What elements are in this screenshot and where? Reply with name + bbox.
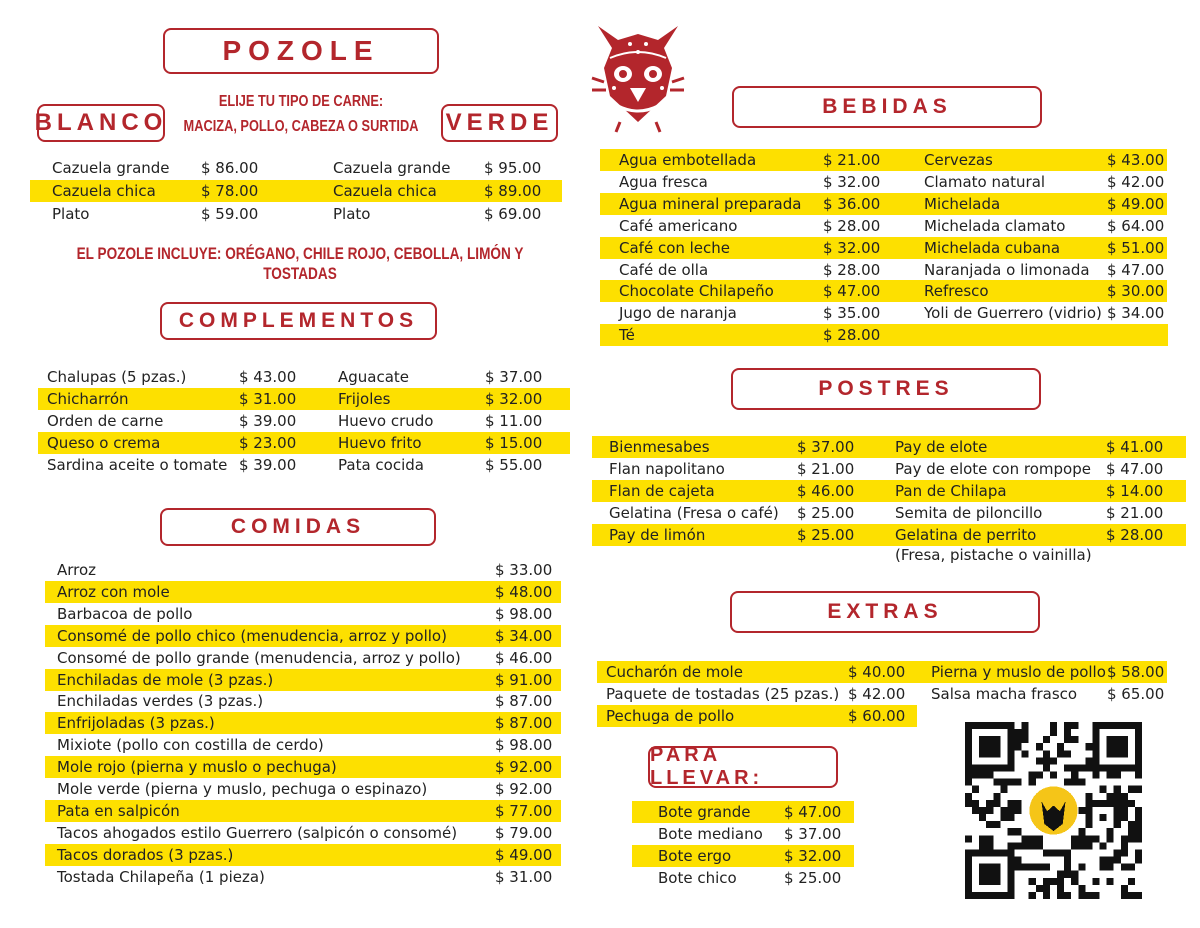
comidas-row — [45, 756, 561, 778]
item-price-right: $ 64.00 — [1107, 216, 1165, 235]
item-name: Jugo de naranja — [619, 304, 737, 323]
item-name-right: Pata cocida — [338, 456, 424, 474]
item-price-right: $ 28.00 — [1106, 526, 1164, 544]
item-price: $ 87.00 — [495, 714, 553, 733]
comidas-row — [45, 559, 561, 581]
postres-header — [731, 368, 1041, 410]
bebidas-row — [600, 302, 1167, 324]
bebidas-row — [600, 171, 1167, 193]
blanco-title: BLANCO — [34, 109, 168, 136]
item-name-right: Michelada cubana — [924, 238, 1061, 257]
item-name: Tostada Chilapeña (1 pieza) — [57, 867, 265, 886]
item-price: $ 91.00 — [495, 670, 553, 689]
item-name: Chalupas (5 pzas.) — [47, 368, 187, 386]
item-name-right: Frijoles — [338, 390, 391, 408]
item-name-right: Pay de elote con rompope — [895, 460, 1091, 478]
item-price: $ 32.00 — [823, 238, 881, 257]
extras-row — [597, 705, 917, 727]
item-price: $ 47.00 — [823, 282, 881, 301]
item-name: Agua mineral preparada — [619, 194, 802, 213]
comidas-row — [45, 669, 561, 691]
item-name: Chicharrón — [47, 390, 129, 408]
item-price-right: $ 47.00 — [1106, 460, 1164, 478]
item-price: $ 46.00 — [797, 482, 855, 500]
comidas-row — [45, 712, 561, 734]
item-price-right: $ 14.00 — [1106, 482, 1164, 500]
item-price-right: $ 15.00 — [485, 434, 543, 452]
bebidas-row — [600, 280, 1167, 302]
item-name: Paquete de tostadas (25 pzas.) — [606, 685, 840, 703]
item-name: Enfrijoladas (3 pzas.) — [57, 714, 215, 733]
item-price-right: $ 43.00 — [1107, 151, 1165, 169]
comidas-row — [45, 647, 561, 669]
extras-header — [730, 591, 1040, 633]
item-name: Tacos ahogados estilo Guerrero (salpicón o consomé) — [57, 823, 458, 842]
item-price-right: $ 55.00 — [485, 456, 543, 474]
bebidas-header — [732, 86, 1042, 128]
comidas-row — [45, 800, 561, 822]
item-price: $ 92.00 — [495, 758, 553, 777]
postres-row — [592, 458, 1186, 480]
pozole-row — [30, 203, 562, 225]
item-price: $ 36.00 — [823, 194, 881, 213]
item-price-right: $ 11.00 — [485, 412, 543, 430]
item-name: Barbacoa de pollo — [57, 604, 193, 623]
item-price: $ 21.00 — [797, 460, 855, 478]
item-price: $ 25.00 — [797, 504, 855, 522]
item-name: Arroz — [57, 561, 97, 579]
item-price: $ 21.00 — [823, 151, 881, 169]
item-name: Pechuga de pollo — [606, 707, 735, 725]
complementos-row — [38, 388, 570, 410]
item-price: $ 23.00 — [239, 434, 297, 452]
postres-row — [592, 502, 1186, 524]
item-price: $ 87.00 — [495, 692, 553, 711]
verde-header — [441, 104, 558, 142]
item-name-right: Refresco — [924, 282, 989, 301]
postres-row — [592, 524, 1186, 546]
item-price-right: $ 51.00 — [1107, 238, 1165, 257]
item-price: $ 43.00 — [239, 368, 297, 386]
qr-code-icon[interactable] — [965, 722, 1142, 899]
item-price-right: $ 32.00 — [485, 390, 543, 408]
verde-title: VERDE — [445, 109, 554, 136]
item-name: Orden de carne — [47, 412, 164, 430]
item-price-right: $ 21.00 — [1106, 504, 1164, 522]
comidas-header — [160, 508, 436, 546]
item-name-verde: Plato — [333, 205, 371, 223]
complementos-row — [38, 366, 570, 388]
item-name-right: Pierna y muslo de pollo — [931, 663, 1106, 681]
item-name-right: Clamato natural — [924, 172, 1046, 191]
item-name: Sardina aceite o tomate — [47, 456, 228, 474]
item-price: $ 25.00 — [784, 869, 842, 887]
para-llevar-row — [632, 867, 854, 889]
item-name: Bote chico — [658, 869, 737, 887]
item-name: Enchiladas de mole (3 pzas.) — [57, 670, 274, 689]
item-name: Bote ergo — [658, 847, 732, 865]
item-price: $ 48.00 — [495, 582, 553, 601]
item-name: Café de olla — [619, 260, 709, 279]
item-price: $ 92.00 — [495, 780, 553, 798]
comidas-title: COMIDAS — [230, 515, 366, 538]
item-price: $ 28.00 — [823, 260, 881, 279]
item-price: $ 33.00 — [495, 561, 553, 579]
item-name-right: Michelada — [924, 194, 1001, 213]
item-price: $ 98.00 — [495, 604, 553, 623]
complementos-row — [38, 454, 570, 476]
comidas-row — [45, 734, 561, 756]
item-name: Agua fresca — [619, 172, 708, 191]
item-price: $ 28.00 — [823, 326, 881, 345]
complementos-row — [38, 432, 570, 454]
item-price: $ 37.00 — [797, 438, 855, 456]
comidas-row — [45, 866, 561, 888]
pozole-header — [163, 28, 439, 74]
complementos-title: COMPLEMENTOS — [178, 309, 419, 332]
bebidas-title: BEBIDAS — [822, 95, 952, 118]
item-name: Flan napolitano — [609, 460, 725, 478]
item-name: Pay de limón — [609, 526, 706, 544]
extras-row — [597, 661, 1167, 683]
item-name: Mixiote (pollo con costilla de cerdo) — [57, 736, 324, 755]
price-verde: $ 89.00 — [484, 182, 542, 200]
bebidas-row — [600, 237, 1167, 259]
item-name-right: Cervezas — [924, 151, 993, 169]
item-price: $ 46.00 — [495, 648, 553, 667]
bebidas-row — [600, 324, 1168, 346]
item-price: $ 47.00 — [784, 803, 842, 821]
price-blanco: $ 86.00 — [201, 159, 259, 177]
tiger-mask-icon — [590, 18, 686, 134]
item-price-right: $ 58.00 — [1107, 663, 1165, 681]
price-blanco: $ 78.00 — [201, 182, 259, 200]
extras-row — [597, 683, 1165, 705]
item-name: Agua embotellada — [619, 151, 757, 169]
extras-title: EXTRAS — [827, 600, 943, 623]
comidas-row — [45, 603, 561, 625]
price-blanco: $ 59.00 — [201, 205, 259, 223]
item-price: $ 49.00 — [495, 845, 553, 864]
item-name-right: Yoli de Guerrero (vidrio) — [924, 304, 1102, 323]
item-price: $ 42.00 — [848, 685, 906, 703]
item-name: Cazuela chica — [52, 182, 156, 200]
para-llevar-header — [648, 746, 838, 788]
comidas-row — [45, 778, 561, 800]
item-name: Enchiladas verdes (3 pzas.) — [57, 692, 264, 711]
postres-title: POSTRES — [818, 377, 954, 400]
postres-row — [592, 436, 1186, 458]
item-price-right: $ 34.00 — [1107, 304, 1165, 323]
blanco-header — [34, 104, 168, 142]
item-price: $ 32.00 — [823, 172, 881, 191]
item-price: $ 32.00 — [784, 847, 842, 865]
item-price: $ 39.00 — [239, 412, 297, 430]
item-name-right: Semita de piloncillo — [895, 504, 1043, 522]
comidas-row — [45, 625, 561, 647]
item-price-right: $ 49.00 — [1107, 194, 1165, 213]
item-name: Gelatina (Fresa o café) — [609, 504, 779, 522]
item-name-right: Salsa macha frasco — [931, 685, 1078, 703]
item-name-right: Gelatina de perrito — [895, 526, 1037, 544]
item-name-right: Aguacate — [338, 368, 410, 386]
price-verde: $ 95.00 — [484, 159, 542, 177]
item-name: Cazuela grande — [52, 159, 170, 177]
item-name: Bienmesabes — [609, 438, 710, 456]
item-price: $ 34.00 — [495, 626, 553, 645]
item-name: Bote grande — [658, 803, 751, 821]
item-price: $ 79.00 — [495, 823, 553, 842]
para-llevar-row — [632, 801, 854, 823]
item-price-right: $ 37.00 — [485, 368, 543, 386]
item-name-right: Pay de elote — [895, 438, 988, 456]
comidas-row — [45, 690, 561, 712]
para-llevar-title: PARA LLEVAR: — [650, 744, 764, 789]
complementos-header — [160, 302, 437, 340]
item-name: Pata en salpicón — [57, 801, 180, 820]
bebidas-row — [600, 193, 1167, 215]
item-price: $ 98.00 — [495, 736, 553, 755]
pozole-row — [30, 180, 562, 202]
item-name: Café americano — [619, 216, 738, 235]
item-price: $ 39.00 — [239, 456, 297, 474]
para-llevar-row — [632, 823, 854, 845]
item-name: Mole verde (pierna y muslo, pechuga o espinazo) — [57, 780, 428, 798]
item-name-right: Pan de Chilapa — [895, 482, 1007, 500]
item-name: Arroz con mole — [57, 582, 170, 601]
item-price: $ 25.00 — [797, 526, 855, 544]
item-price: $ 37.00 — [784, 825, 842, 843]
pozole-includes: EL POZOLE INCLUYE: ORÉGANO, CHILE ROJO, CEBOLLA, LIMÓN Y TOSTADAS — [76, 244, 524, 283]
postres-row — [592, 480, 1186, 502]
item-price-right: $ 65.00 — [1107, 685, 1165, 703]
comidas-row — [45, 844, 561, 866]
item-name: Cucharón de mole — [606, 663, 743, 681]
item-name: Café con leche — [619, 238, 731, 257]
bebidas-row — [600, 215, 1167, 237]
item-name-right: Huevo crudo — [338, 412, 434, 430]
item-name: Bote mediano — [658, 825, 763, 843]
item-name: Consomé de pollo chico (menudencia, arroz y pollo) — [57, 626, 447, 645]
pozole-title: POZOLE — [222, 35, 380, 66]
item-name: Mole rojo (pierna y muslo o pechuga) — [57, 758, 337, 777]
comidas-row — [45, 822, 561, 844]
item-price: $ 77.00 — [495, 801, 553, 820]
item-name: Plato — [52, 205, 90, 223]
item-price: $ 35.00 — [823, 304, 881, 323]
price-verde: $ 69.00 — [484, 205, 542, 223]
item-name-right: Huevo frito — [338, 434, 422, 452]
item-price: $ 40.00 — [848, 663, 906, 681]
item-name: Té — [619, 326, 635, 345]
meat-choice-line2: MACIZA, POLLO, CABEZA O SURTIDA — [183, 118, 419, 135]
item-name-verde: Cazuela chica — [333, 182, 437, 200]
item-name-right: Naranjada o limonada — [924, 260, 1090, 279]
item-name: Consomé de pollo grande (menudencia, arroz y pollo) — [57, 648, 461, 667]
item-price: $ 60.00 — [848, 707, 906, 725]
bebidas-row — [600, 149, 1167, 171]
item-name-verde: Cazuela grande — [333, 159, 451, 177]
bebidas-row — [600, 259, 1167, 281]
item-price: $ 28.00 — [823, 216, 881, 235]
item-price: $ 31.00 — [239, 390, 297, 408]
item-name: Tacos dorados (3 pzas.) — [57, 845, 234, 864]
item-name-right: Michelada clamato — [924, 216, 1066, 235]
pozole-row — [30, 157, 562, 179]
item-name: Queso o crema — [47, 434, 161, 452]
item-price-right: $ 41.00 — [1106, 438, 1164, 456]
meat-choice-line1: ELIJE TU TIPO DE CARNE: — [218, 93, 384, 110]
item-price-right: $ 42.00 — [1107, 172, 1165, 191]
item-name: Flan de cajeta — [609, 482, 715, 500]
comidas-row — [45, 581, 561, 603]
item-price: $ 31.00 — [495, 867, 553, 886]
item-price-right: $ 30.00 — [1107, 282, 1165, 301]
para-llevar-row — [632, 845, 854, 867]
postres-note: (Fresa, pistache o vainilla) — [895, 546, 1092, 564]
item-name: Chocolate Chilapeño — [619, 282, 774, 301]
item-price-right: $ 47.00 — [1107, 260, 1165, 279]
complementos-row — [38, 410, 570, 432]
